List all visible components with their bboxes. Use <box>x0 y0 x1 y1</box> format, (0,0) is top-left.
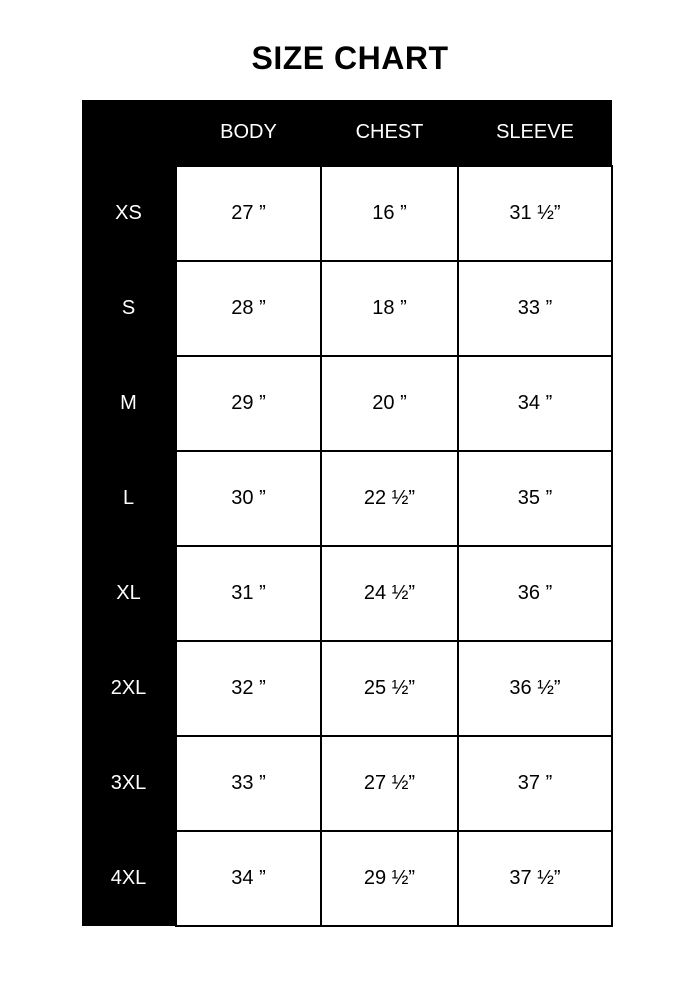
table-row <box>82 166 612 261</box>
page-title: SIZE CHART <box>251 40 449 76</box>
header-row <box>82 100 612 166</box>
header-chest: CHEST <box>321 100 458 166</box>
sleeve-cell: 37 ½” <box>458 831 612 926</box>
chest-cell: 18 ” <box>321 261 458 356</box>
body-cell: 31 ” <box>176 546 321 641</box>
table-row <box>82 356 612 451</box>
sleeve-cell: 36 ” <box>458 546 612 641</box>
size-label: 2XL <box>82 641 176 736</box>
header-corner-cell <box>82 100 176 166</box>
size-label: 4XL <box>82 831 176 926</box>
size-label: 3XL <box>82 736 176 831</box>
sleeve-cell: 31 ½” <box>458 166 612 261</box>
body-cell: 32 ” <box>176 641 321 736</box>
chest-cell: 25 ½” <box>321 641 458 736</box>
chest-cell: 27 ½” <box>321 736 458 831</box>
table-row <box>82 831 612 926</box>
size-chart-table <box>82 100 613 927</box>
size-label: XS <box>82 166 176 261</box>
table-row <box>82 641 612 736</box>
sleeve-cell: 37 ” <box>458 736 612 831</box>
table-row <box>82 451 612 546</box>
header-body: BODY <box>176 100 321 166</box>
chest-cell: 24 ½” <box>321 546 458 641</box>
table-row <box>82 261 612 356</box>
body-cell: 34 ” <box>176 831 321 926</box>
body-cell: 29 ” <box>176 356 321 451</box>
body-cell: 33 ” <box>176 736 321 831</box>
chest-cell: 29 ½” <box>321 831 458 926</box>
chest-cell: 22 ½” <box>321 451 458 546</box>
sleeve-cell: 34 ” <box>458 356 612 451</box>
size-label: M <box>82 356 176 451</box>
chest-cell: 20 ” <box>321 356 458 451</box>
body-cell: 27 ” <box>176 166 321 261</box>
sleeve-cell: 35 ” <box>458 451 612 546</box>
body-cell: 28 ” <box>176 261 321 356</box>
size-label: S <box>82 261 176 356</box>
sleeve-cell: 33 ” <box>458 261 612 356</box>
sleeve-cell: 36 ½” <box>458 641 612 736</box>
header-sleeve: SLEEVE <box>458 100 612 166</box>
table-row <box>82 736 612 831</box>
table-row <box>82 546 612 641</box>
body-cell: 30 ” <box>176 451 321 546</box>
size-label: XL <box>82 546 176 641</box>
chest-cell: 16 ” <box>321 166 458 261</box>
size-label: L <box>82 451 176 546</box>
